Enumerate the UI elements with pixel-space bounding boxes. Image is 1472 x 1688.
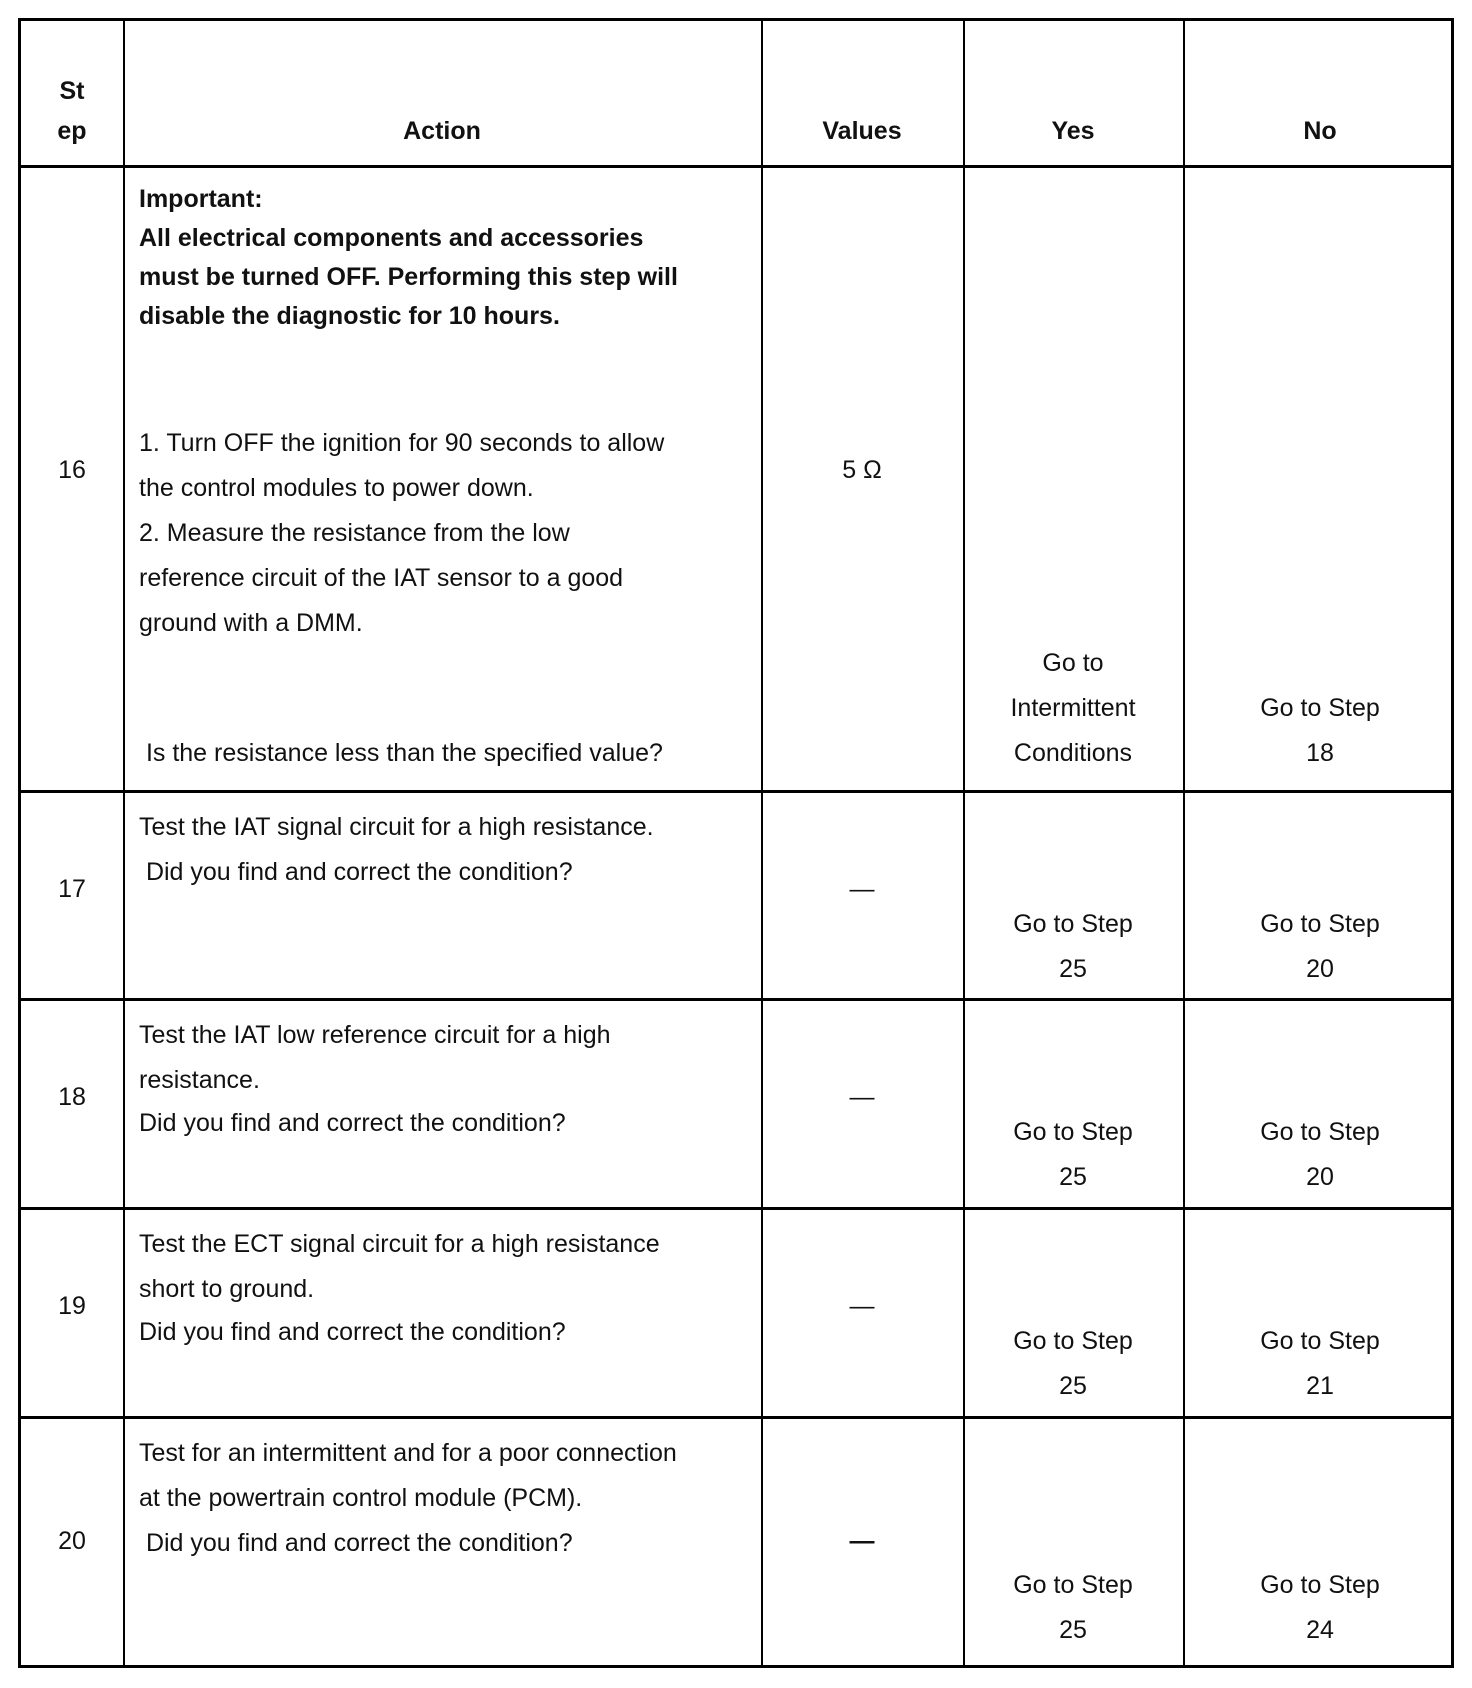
yes-line: Go to Step xyxy=(1013,910,1133,938)
table-row xyxy=(21,1001,1451,1207)
step-number: 17 xyxy=(58,875,86,903)
no-line: Go to Step xyxy=(1260,1571,1380,1599)
no-line: Go to Step xyxy=(1260,694,1380,722)
step-number: 20 xyxy=(58,1527,86,1555)
step-number: 19 xyxy=(58,1292,86,1320)
important-title: Important: xyxy=(139,185,263,213)
no-line: Go to Step xyxy=(1260,910,1380,938)
yes-line: 25 xyxy=(1059,955,1087,983)
table-row xyxy=(21,1419,1451,1665)
action-line: Test the ECT signal circuit for a high resistance xyxy=(139,1230,660,1258)
yes-line: 25 xyxy=(1059,1163,1087,1191)
step-number: 18 xyxy=(58,1083,86,1111)
important-line: disable the diagnostic for 10 hours. xyxy=(139,302,560,330)
no-line: Go to Step xyxy=(1260,1327,1380,1355)
yes-line: Go to xyxy=(1042,649,1104,677)
value-cell: 5 Ω xyxy=(842,456,882,484)
yes-line: Go to Step xyxy=(1013,1571,1133,1599)
yes-line: 25 xyxy=(1059,1372,1087,1400)
value-cell: — xyxy=(849,1083,875,1111)
question: Is the resistance less than the specified value? xyxy=(139,739,663,767)
yes-line: Conditions xyxy=(1013,739,1133,767)
no-line: Go to Step xyxy=(1260,1118,1380,1146)
diagnostic-table xyxy=(18,18,1454,1668)
value-cell: — xyxy=(849,1292,875,1320)
header-row xyxy=(21,21,1451,165)
action-line: short to ground. xyxy=(139,1275,315,1303)
action-line: ground with a DMM. xyxy=(139,609,363,637)
table-row xyxy=(21,793,1451,998)
action-line: Test the IAT low reference circuit for a high xyxy=(139,1021,611,1049)
action-line: at the powertrain control module (PCM). xyxy=(139,1484,583,1512)
important-line: All electrical components and accessories xyxy=(139,224,644,252)
action-line: reference circuit of the IAT sensor to a good xyxy=(139,564,624,592)
no-line: 18 xyxy=(1306,739,1334,767)
action-line: resistance. xyxy=(139,1066,260,1094)
value-cell: — xyxy=(849,875,875,903)
yes-line: 25 xyxy=(1059,1616,1087,1644)
action-line: the control modules to power down. xyxy=(139,474,534,502)
action-line: Did you find and correct the condition? xyxy=(139,1109,566,1137)
no-line: 24 xyxy=(1306,1616,1334,1644)
header-yes: Yes xyxy=(1051,117,1095,145)
action-line: Did you find and correct the condition? xyxy=(139,1529,573,1557)
action-line: Test the IAT signal circuit for a high resistance. xyxy=(139,813,654,841)
yes-line: Go to Step xyxy=(1013,1118,1133,1146)
no-line: 21 xyxy=(1306,1372,1334,1400)
header-no: No xyxy=(1303,117,1337,145)
action-line: Did you find and correct the condition? xyxy=(139,1318,566,1346)
no-line: 20 xyxy=(1306,1163,1334,1191)
important-line: must be turned OFF. Performing this step will xyxy=(139,263,678,291)
value-cell: — xyxy=(849,1527,875,1555)
header-action: Action xyxy=(403,117,481,145)
yes-line: Go to Step xyxy=(1013,1327,1133,1355)
header-step: St ep xyxy=(57,77,87,145)
header-values: Values xyxy=(822,117,902,145)
action-line: Did you find and correct the condition? xyxy=(139,858,573,886)
no-line: 20 xyxy=(1306,955,1334,983)
action-line: 1. Turn OFF the ignition for 90 seconds to allow xyxy=(139,429,665,457)
yes-line: Intermittent xyxy=(1010,694,1136,722)
table-row xyxy=(21,1210,1451,1416)
action-line: Test for an intermittent and for a poor connection xyxy=(139,1439,677,1467)
action-line: 2. Measure the resistance from the low xyxy=(139,519,570,547)
step-number: 16 xyxy=(58,456,86,484)
table-row xyxy=(21,168,1451,790)
